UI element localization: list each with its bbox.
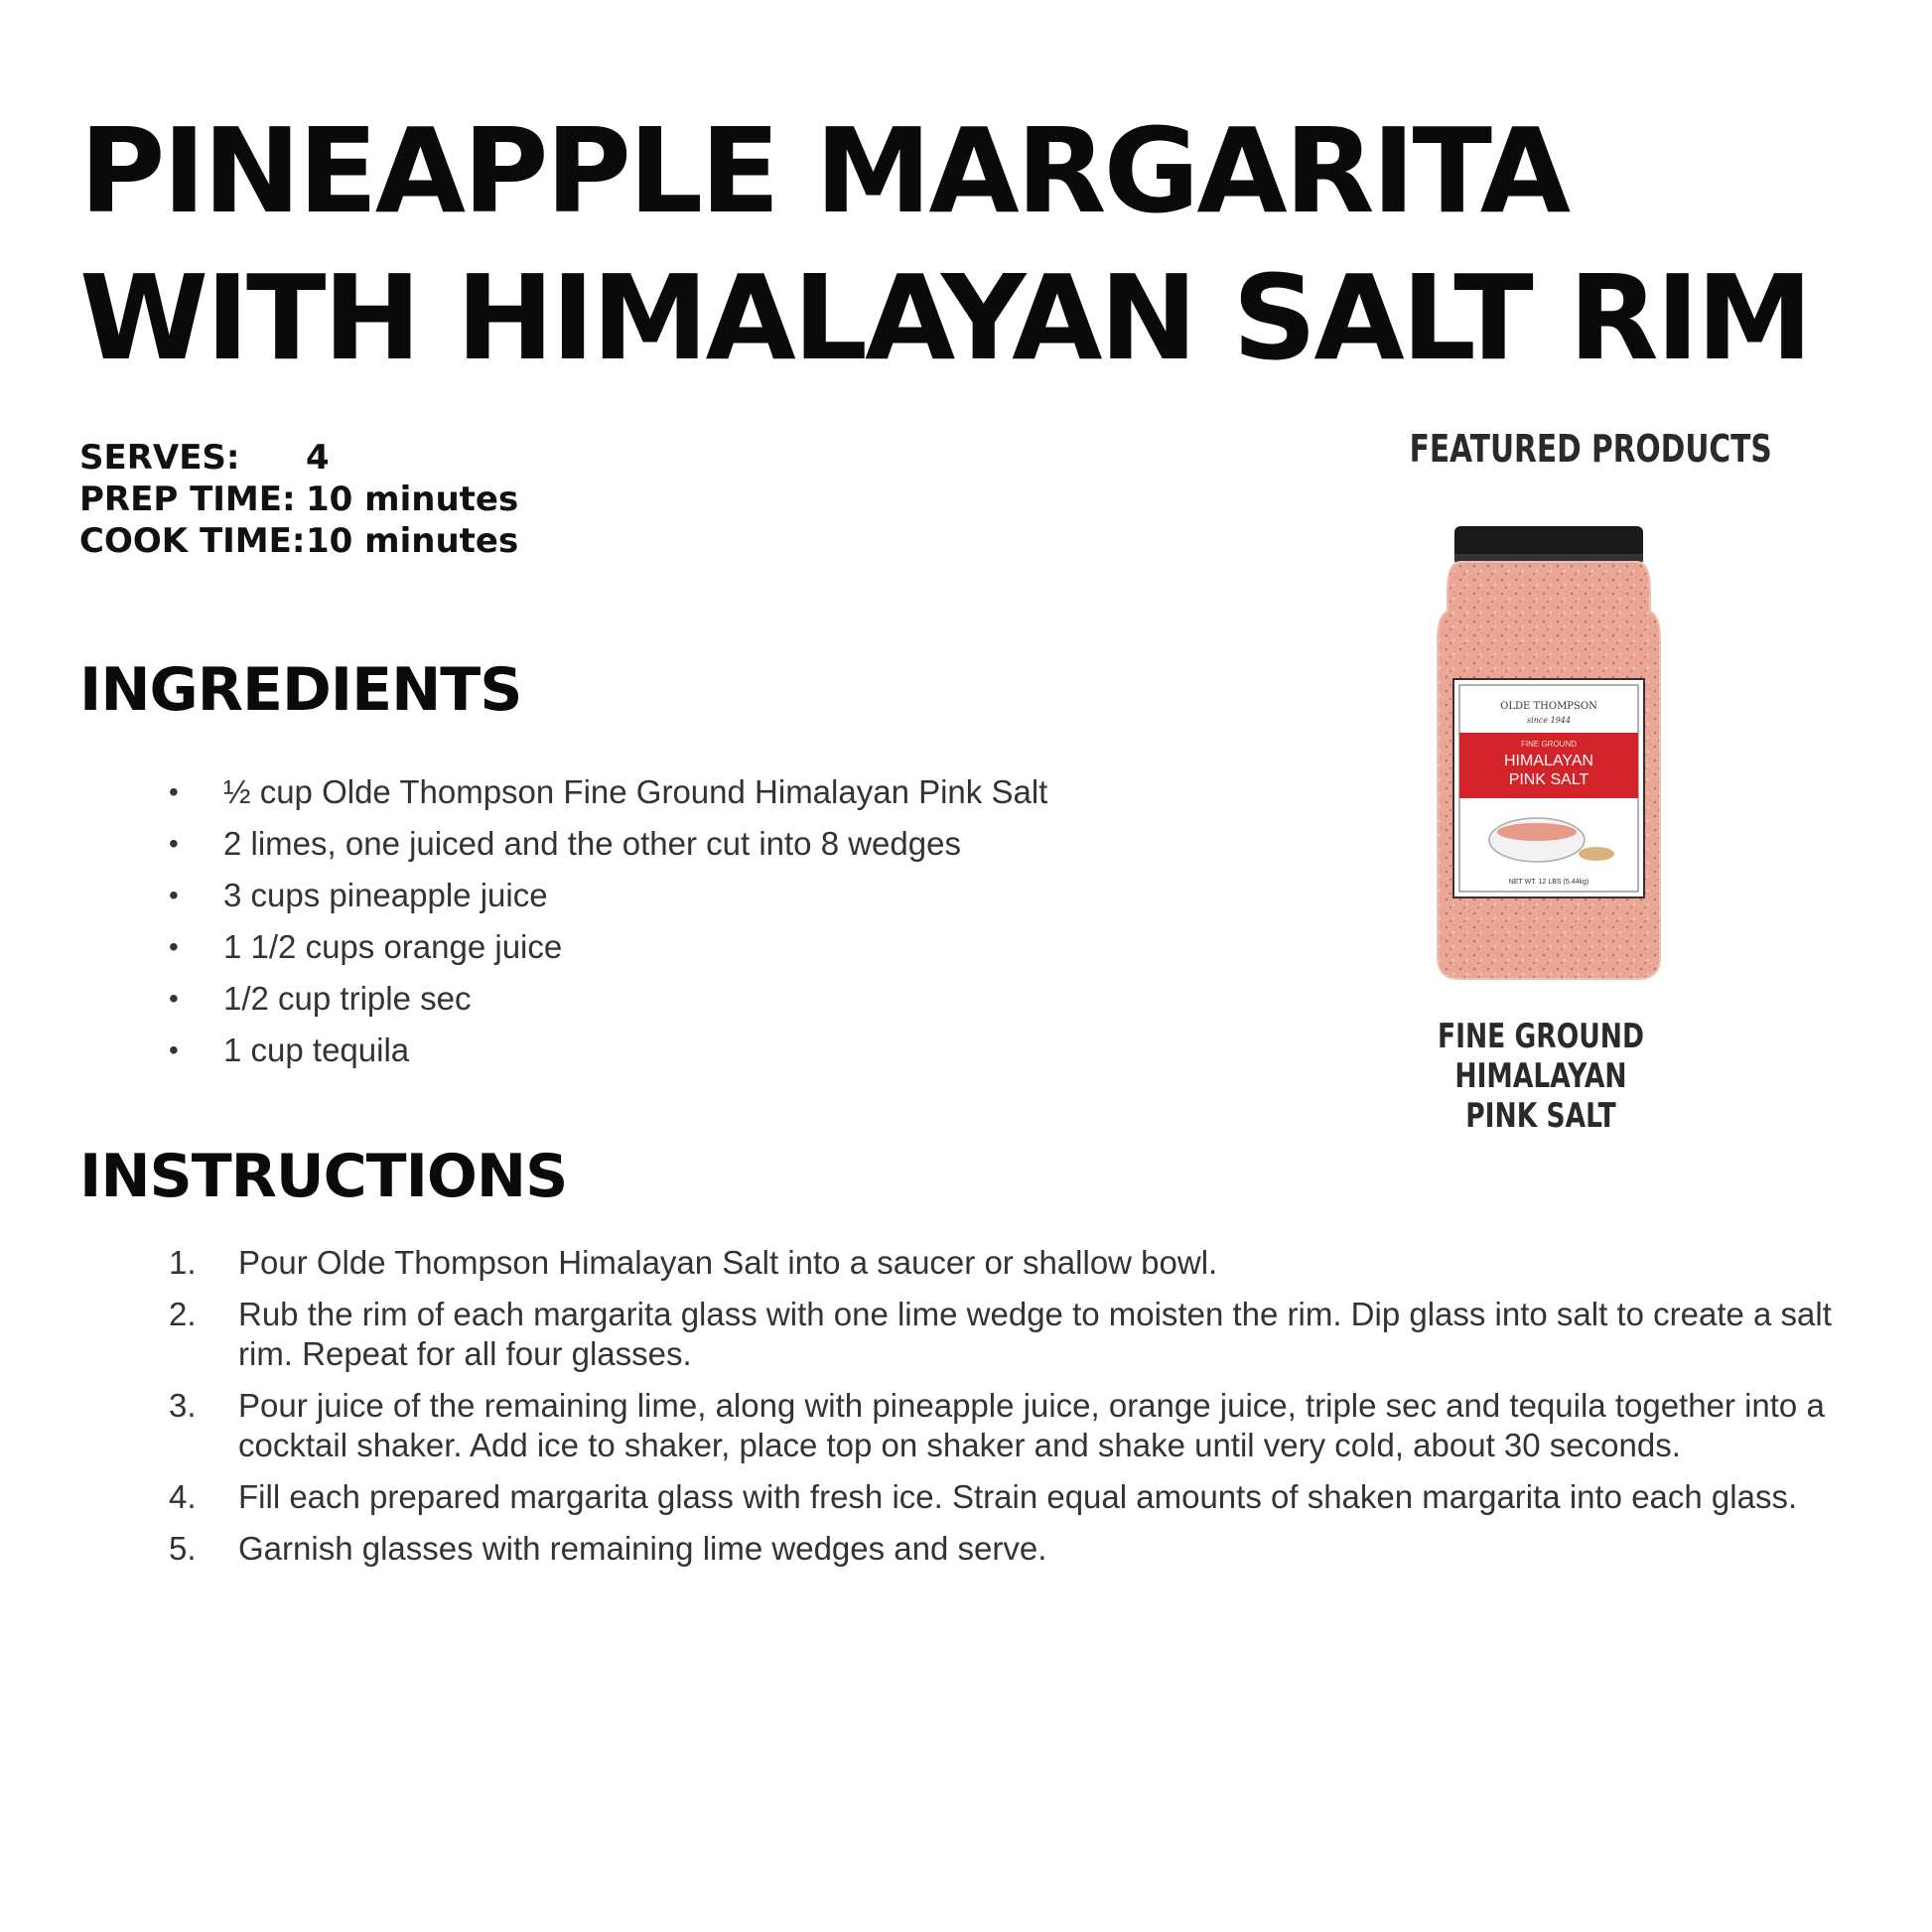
cook-time-row: [79, 520, 518, 562]
ingredient-item: [169, 973, 1047, 1025]
product-image[interactable]: [1430, 520, 1668, 987]
step-number: 3.: [169, 1387, 197, 1424]
serves-row: [79, 437, 518, 479]
bullet-icon: •: [169, 931, 179, 962]
step-number: 4.: [169, 1478, 197, 1515]
instruction-step: [169, 1386, 1857, 1465]
step-text: Rub the rim of each margarita glass with one lime wedge to moisten the rim. Dip glass into salt to create a salt rim. Repeat for all four glasses.: [238, 1296, 1832, 1372]
featured-products: [1370, 427, 1772, 1136]
prep-time-label: PREP TIME:: [79, 480, 296, 519]
label-brand: OLDE THOMPSON: [1500, 701, 1597, 712]
instruction-step: [169, 1295, 1857, 1374]
recipe-title: PINEAPPLE MARGARITA WITH HIMALAYAN SALT RIM: [79, 102, 1811, 386]
ingredients-heading: INGREDIENTS: [79, 655, 522, 725]
instruction-step: [169, 1529, 1857, 1569]
ingredient-text: ½ cup Olde Thompson Fine Ground Himalayan Pink Salt: [223, 773, 1048, 810]
serves-value: 4: [306, 438, 330, 478]
step-text: Fill each prepared margarita glass with fresh ice. Strain equal amounts of shaken margarita into each glass.: [238, 1478, 1798, 1515]
ingredient-text: 1 cup tequila: [223, 1032, 410, 1068]
product-caption[interactable]: FINE GROUND HIMALAYAN PINK SALT: [1437, 1017, 1644, 1136]
step-number: 1.: [169, 1244, 197, 1281]
instructions-list: [169, 1243, 1857, 1581]
instructions-heading: INSTRUCTIONS: [79, 1142, 568, 1211]
ingredient-item: [169, 921, 1047, 973]
cook-time-value: 10 minutes: [306, 521, 519, 561]
step-text: Pour Olde Thompson Himalayan Salt into a saucer or shallow bowl.: [238, 1244, 1218, 1281]
ingredient-item: [169, 818, 1047, 870]
ingredient-text: 3 cups pineapple juice: [223, 877, 548, 913]
label-net-wt: NET WT. 12 LBS (5.44kg): [1508, 879, 1589, 886]
ingredient-text: 1 1/2 cups orange juice: [223, 928, 563, 965]
label-since: since 1944: [1527, 716, 1571, 725]
bullet-icon: •: [169, 1035, 179, 1065]
prep-time-value: 10 minutes: [306, 480, 519, 519]
bullet-icon: •: [169, 983, 179, 1014]
ingredients-list: [169, 766, 1047, 1076]
instruction-step: [169, 1243, 1857, 1283]
ingredient-item: [169, 766, 1047, 818]
ingredient-item: [169, 1025, 1047, 1076]
bullet-icon: •: [169, 880, 179, 910]
bullet-icon: •: [169, 828, 179, 859]
instruction-step: [169, 1477, 1857, 1517]
serves-label: SERVES:: [79, 438, 240, 478]
ingredient-item: [169, 870, 1047, 921]
step-text: Pour juice of the remaining lime, along with pineapple juice, orange juice, triple sec and tequila together into a cocktail shaker. Add ice to shaker, place top on shaker and shake until very cold, about 30 seconds.: [238, 1387, 1825, 1463]
step-text: Garnish glasses with remaining lime wedges and serve.: [238, 1530, 1047, 1567]
ingredient-text: 2 limes, one juiced and the other cut into 8 wedges: [223, 825, 961, 862]
step-number: 2.: [169, 1296, 197, 1332]
featured-products-heading: FEATURED PRODUCTS: [1409, 427, 1772, 471]
cook-time-label: COOK TIME:: [79, 521, 306, 561]
salt-spoon: [1579, 847, 1614, 861]
ingredient-text: 1/2 cup triple sec: [223, 980, 472, 1017]
prep-time-row: [79, 479, 518, 520]
label-name-line1: HIMALAYAN: [1503, 753, 1594, 769]
label-name-line2: PINK SALT: [1508, 771, 1589, 788]
label-subtitle: FINE GROUND: [1521, 740, 1577, 749]
bullet-icon: •: [169, 776, 179, 807]
step-number: 5.: [169, 1530, 197, 1567]
recipe-meta: [79, 437, 518, 562]
